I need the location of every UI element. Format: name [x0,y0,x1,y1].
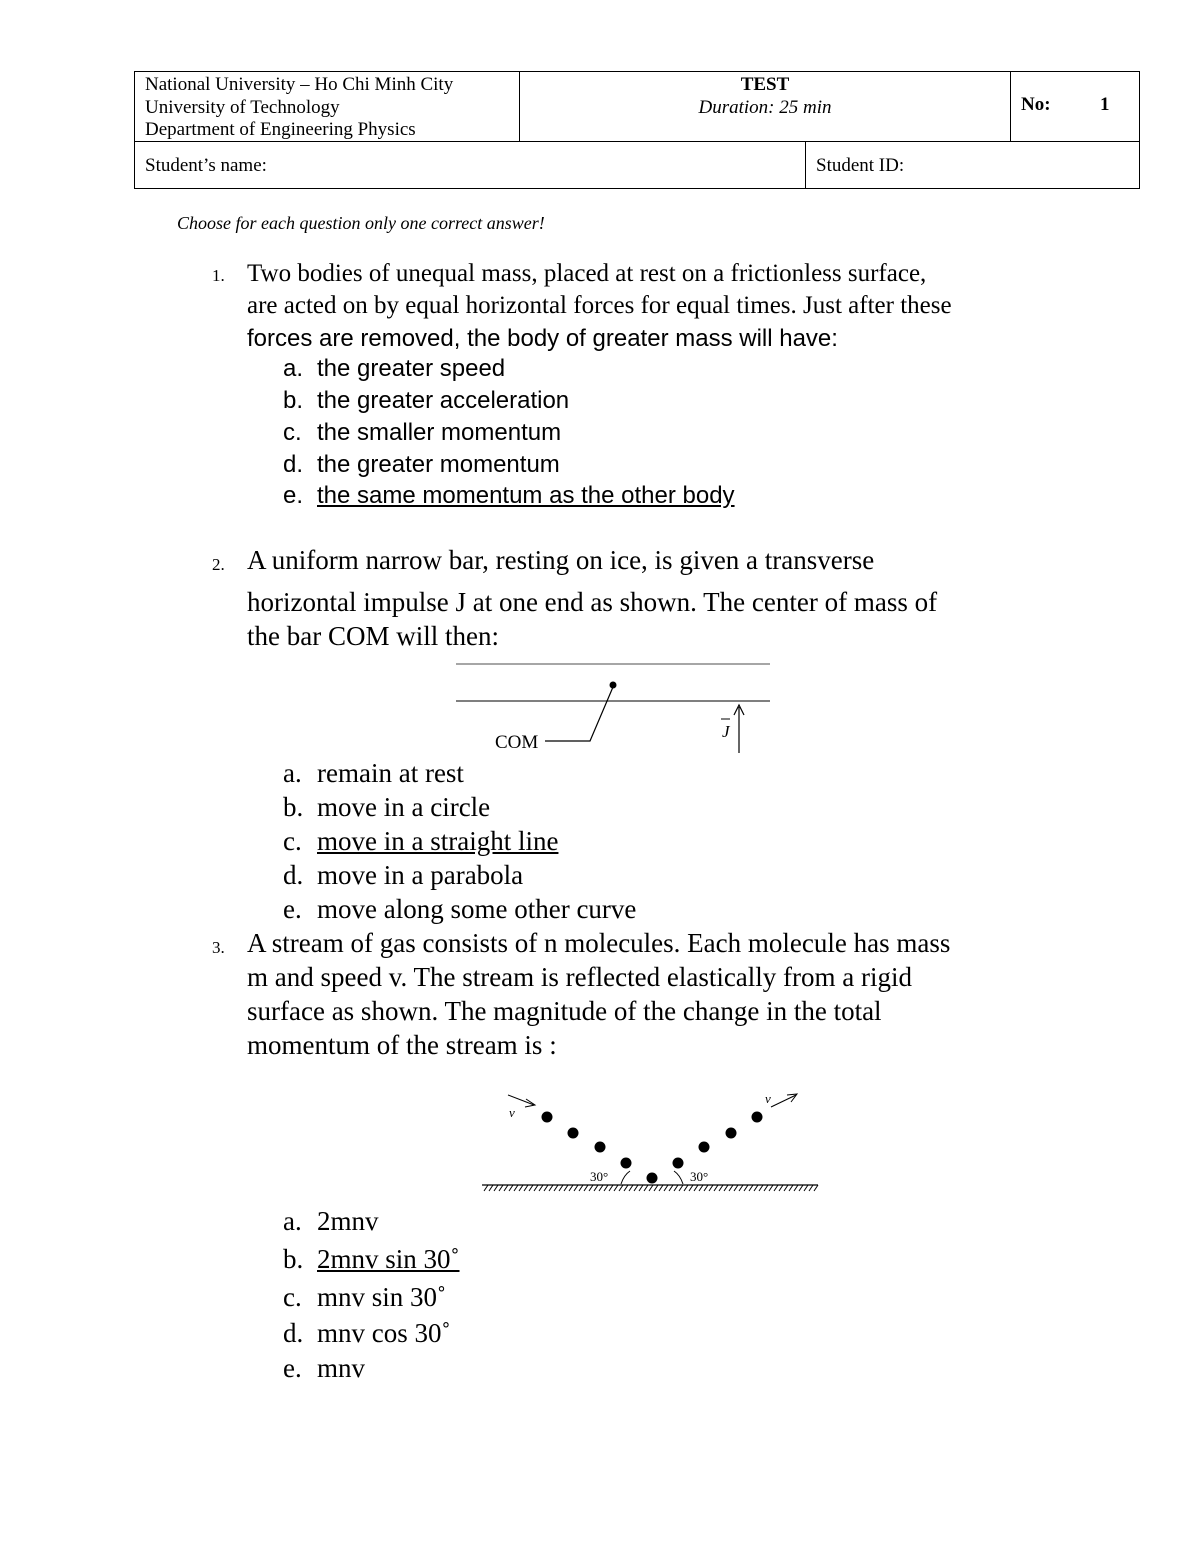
option-letter: a. [283,355,304,382]
hatch-mark [704,1185,708,1191]
hatch-mark [584,1185,588,1191]
hatch-mark [714,1185,718,1191]
question-number: 2. [212,555,225,574]
hatch-mark [534,1185,538,1191]
bar-impulse-diagram [450,655,780,760]
question-text-line: A stream of gas consists of n molecules. Each molecule has mass [247,928,951,958]
option-letter: c. [283,419,302,446]
hatch-mark [549,1185,553,1191]
answer-option[interactable] [283,792,490,823]
hatch-mark [684,1185,688,1191]
option-letter: e. [283,482,304,509]
hatch-mark [814,1185,818,1191]
question-text-line: m and speed v. The stream is reflected elastically from a rigid [247,962,913,992]
option-text: remain at rest [317,758,464,788]
gas-reflection-diagram [478,1085,823,1195]
question-text-line: surface as shown. The magnitude of the change in the total [247,996,882,1026]
question-text-line: forces are removed, the body of greater mass will have: [247,325,838,352]
hatch-mark [494,1185,498,1191]
answer-option[interactable] [283,451,560,479]
hatch-mark [594,1185,598,1191]
hatch-mark [654,1185,658,1191]
option-letter: a. [283,758,302,788]
hatch-mark [799,1185,803,1191]
hatch-mark [709,1185,713,1191]
option-text: 2mnv [317,1206,379,1236]
hatch-mark [644,1185,648,1191]
hatch-mark [529,1185,533,1191]
option-letter: d. [283,860,304,890]
com-leader-line [545,687,613,741]
hatch-mark [669,1185,673,1191]
hatch-mark [659,1185,663,1191]
gas-molecule [621,1158,632,1169]
gas-molecule [752,1112,763,1123]
hatch-mark [779,1185,783,1191]
option-letter: d. [283,451,304,478]
hatch-mark [699,1185,703,1191]
answer-option[interactable] [283,1206,379,1237]
option-letter: e. [283,894,302,924]
question-number: 3. [212,938,225,957]
option-letter: c. [283,826,302,856]
hatch-mark [804,1185,808,1191]
option-text: move in a straight line [317,826,559,856]
answer-option[interactable] [283,355,505,383]
hatch-mark [509,1185,513,1191]
hatch-mark [734,1185,738,1191]
hatch-mark [554,1185,558,1191]
hatch-mark [674,1185,678,1191]
option-text: mnv cos 30˚ [317,1318,451,1348]
hatch-mark [784,1185,788,1191]
gas-molecule [726,1128,737,1139]
incoming-velocity-arrow [508,1095,534,1105]
gas-molecule [647,1173,658,1184]
hatch-mark [504,1185,508,1191]
student-name-label: Student’s name: [145,155,267,176]
hatch-mark [744,1185,748,1191]
hatch-mark [524,1185,528,1191]
gas-molecule [673,1158,684,1169]
question-text-line: A uniform narrow bar, resting on ice, is given a transverse [247,545,875,575]
hatch-mark [539,1185,543,1191]
hatch-mark [639,1185,643,1191]
hatch-mark [809,1185,813,1191]
question-number: 1. [212,266,225,285]
hatch-mark [589,1185,593,1191]
hatch-mark [729,1185,733,1191]
answer-option[interactable] [283,1244,460,1275]
hatch-mark [634,1185,638,1191]
hatch-mark [754,1185,758,1191]
option-text: the greater speed [317,355,506,382]
hatch-mark [789,1185,793,1191]
answer-option[interactable] [283,387,569,415]
hatch-mark [619,1185,623,1191]
instructions: Choose for each question only one correct answer! [177,213,545,233]
option-text: the greater momentum [317,451,560,478]
student-id-cell[interactable] [806,141,1139,188]
answer-option[interactable] [283,419,561,447]
hatch-mark [664,1185,668,1191]
hatch-mark [719,1185,723,1191]
incoming-velocity-label: v [509,1105,515,1120]
hatch-mark [694,1185,698,1191]
answer-option[interactable] [283,894,636,925]
answer-option[interactable] [283,860,523,891]
option-letter: b. [283,387,304,414]
student-name-cell[interactable] [135,141,806,188]
impulse-label: J [722,722,730,741]
option-text: move in a circle [317,792,491,822]
option-letter: b. [283,792,304,822]
hatch-mark [689,1185,693,1191]
option-text: the greater acceleration [317,387,570,414]
hatch-mark [614,1185,618,1191]
institution-line: Department of Engineering Physics [145,119,416,140]
com-label: COM [495,732,539,753]
question-text-line: the bar COM will then: [247,621,499,651]
hatch-mark [604,1185,608,1191]
question-text-line: horizontal impulse J at one end as shown. The center of mass of [247,587,938,617]
hatch-mark [574,1185,578,1191]
institution-line: National University – Ho Chi Minh City [145,74,454,95]
option-text: move along some other curve [317,894,637,924]
surface-hatching [484,1185,818,1191]
number-label: No: [1021,94,1051,115]
outgoing-velocity-label: v [765,1091,771,1106]
answer-option[interactable] [283,1353,365,1384]
outgoing-arrowhead [787,1094,797,1102]
institution-cell [135,72,520,141]
hatch-mark [569,1185,573,1191]
hatch-mark [544,1185,548,1191]
option-text: mnv sin 30˚ [317,1282,447,1312]
angle-arc-right [674,1171,683,1184]
answer-option[interactable] [283,758,464,789]
hatch-mark [679,1185,683,1191]
header-row-bottom [135,141,1139,188]
question-text-line: momentum of the stream is : [247,1030,557,1060]
question-text-line: Two bodies of unequal mass, placed at rest on a frictionless surface, [247,260,927,287]
gas-molecule [699,1142,710,1153]
option-letter: e. [283,1353,302,1383]
header-table [134,71,1140,189]
hatch-mark [519,1185,523,1191]
institution-line: University of Technology [145,96,340,118]
hatch-mark [499,1185,503,1191]
hatch-mark [759,1185,763,1191]
hatch-mark [484,1185,488,1191]
student-id-label: Student ID: [816,155,905,176]
hatch-mark [599,1185,603,1191]
question-text-line: are acted on by equal horizontal forces for equal times. Just after these [247,292,952,319]
answer-option[interactable] [283,826,558,857]
option-text: the same momentum as the other body [317,482,735,509]
test-cell [520,72,1011,141]
angle-label-right: 30° [690,1169,709,1184]
hatch-mark [749,1185,753,1191]
header-row-top [135,72,1139,142]
hatch-mark [794,1185,798,1191]
hatch-mark [764,1185,768,1191]
angle-label-left: 30° [590,1169,609,1184]
option-letter: a. [283,1206,302,1236]
hatch-mark [629,1185,633,1191]
hatch-mark [739,1185,743,1191]
hatch-mark [609,1185,613,1191]
answer-option[interactable] [283,1318,450,1349]
number-value: 1 [1100,94,1110,115]
test-title: TEST [740,74,790,95]
hatch-mark [769,1185,773,1191]
hatch-mark [579,1185,583,1191]
hatch-mark [559,1185,563,1191]
option-text: mnv [317,1353,366,1383]
hatch-mark [649,1185,653,1191]
gas-molecule [595,1142,606,1153]
option-letter: b. [283,1244,304,1274]
gas-molecule [568,1128,579,1139]
option-text: 2mnv sin 30˚ [317,1244,460,1274]
option-letter: c. [283,1282,302,1312]
option-text: the smaller momentum [317,419,562,446]
gas-molecule [542,1112,553,1123]
answer-option[interactable] [283,482,735,510]
hatch-mark [564,1185,568,1191]
hatch-mark [774,1185,778,1191]
angle-arc-left [621,1171,630,1184]
hatch-mark [724,1185,728,1191]
hatch-mark [624,1185,628,1191]
option-letter: d. [283,1318,304,1348]
hatch-mark [514,1185,518,1191]
answer-option[interactable] [283,1282,446,1313]
number-cell [1011,72,1139,141]
hatch-mark [489,1185,493,1191]
test-duration: Duration: 25 min [698,96,832,118]
option-text: move in a parabola [317,860,524,890]
